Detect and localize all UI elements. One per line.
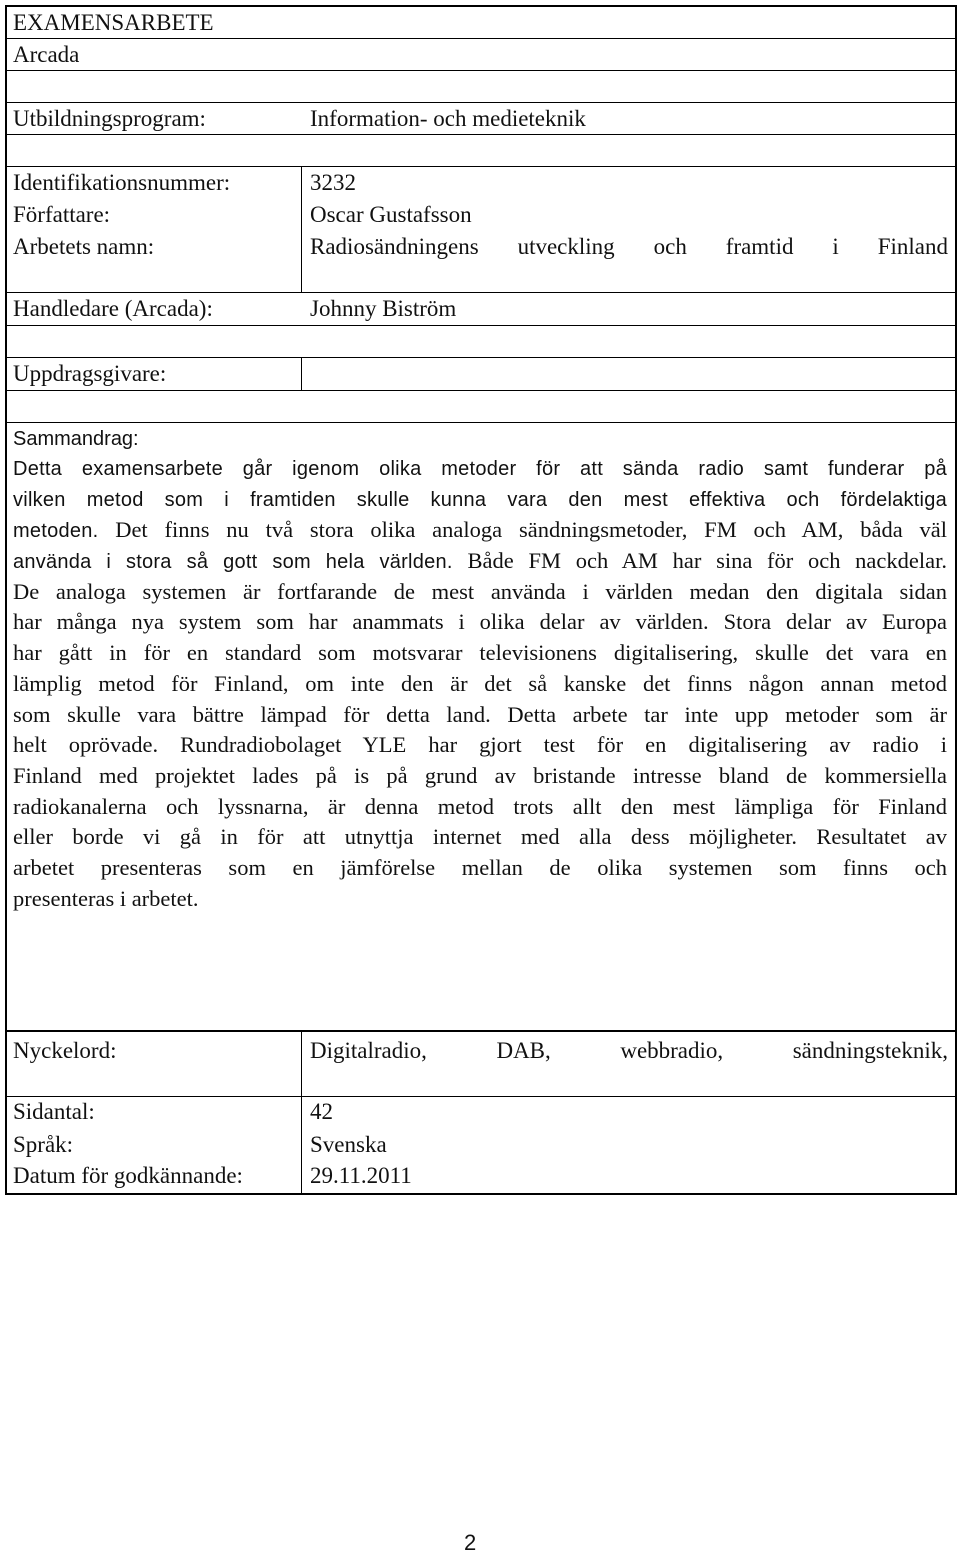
summary-line: eller borde vi gå in för att utnyttja internet med alla dess möjligheter. Resultatet av (13, 824, 947, 850)
summary-line-part: Det finns nu två stora olika analoga sändningsmetoder, FM och AM, båda väl (98, 517, 947, 543)
work-title-value: Radiosändningens utveckling och framtid i Finland (310, 234, 948, 259)
summary-line: presenteras i arbetet. (13, 885, 199, 911)
summary-line: Finland med projektet lades på is på grund av bristande intresse bland de kommersiella (13, 762, 947, 788)
column-divider (301, 357, 302, 390)
row-divider (5, 38, 957, 39)
commissioner-label: Uppdragsgivare: (13, 361, 167, 386)
summary-line (13, 607, 947, 638)
summary-line: arbetet presenteras som en jämförelse mellan de olika systemen som finns och (13, 854, 947, 880)
row-divider (5, 1030, 957, 1032)
summary-line (13, 546, 947, 577)
page-count-label: Sidantal: (13, 1099, 95, 1124)
column-divider (301, 166, 302, 292)
page-number: 2 (464, 1530, 477, 1555)
row-divider (5, 102, 957, 103)
keyword-item: webbradio, (620, 1038, 724, 1063)
row-divider (5, 134, 957, 135)
id-number-label: Identifikationsnummer: (13, 170, 231, 195)
keywords-list (310, 1036, 948, 1066)
summary-line: De analoga systemen är fortfarande de mest använda i världen medan den digitala sidan (13, 578, 947, 604)
summary-line-part: Både FM och AM har sina för och nackdelar. (467, 548, 947, 574)
document-title: EXAMENSARBETE (13, 10, 214, 35)
language-label: Språk: (13, 1132, 74, 1157)
summary-line: helt oprövade. Rundradiobolaget YLE har gjort test för en digitalisering av radio i (13, 732, 947, 758)
author-label: Författare: (13, 202, 111, 227)
row-divider (5, 292, 957, 293)
summary-line-part: metoden. (13, 520, 99, 543)
keywords-label: Nyckelord: (13, 1038, 117, 1063)
column-divider (301, 1030, 302, 1096)
approval-date-value: 29.11.2011 (310, 1163, 412, 1188)
summary-line-part: använda i stora så gott som hela världen. (13, 551, 468, 574)
column-divider (301, 1096, 302, 1195)
row-divider (5, 166, 957, 167)
language-value: Svenska (310, 1132, 387, 1157)
summary-line: Detta examensarbete går igenom olika metoder för att sända radio samt funderar på (13, 458, 947, 480)
page-count-value: 42 (310, 1099, 333, 1124)
summary-line: radiokanalerna och lyssnarna, är denna metod trots allt den mest lämpliga för Finland (13, 793, 947, 819)
approval-date-label: Datum för godkännande: (13, 1163, 243, 1188)
summary-line (13, 515, 947, 546)
program-value: Information- och medieteknik (310, 106, 586, 131)
author-value: Oscar Gustafsson (310, 202, 472, 227)
keyword-item: DAB, (496, 1038, 551, 1063)
row-divider (5, 1096, 957, 1097)
supervisor-value: Johnny Biström (310, 296, 457, 321)
row-divider (5, 70, 957, 71)
summary-line: lämplig metod för Finland, om inte den är det så kanske det finns någon annan metod (13, 670, 947, 696)
summary-line: vilken metod som i framtiden skulle kunna vara den mest effektiva och fördelaktiga (13, 488, 947, 511)
supervisor-label: Handledare (Arcada): (13, 296, 213, 321)
row-divider (5, 357, 957, 358)
summary-line: som skulle vara bättre lämpad för detta land. Detta arbete tar inte upp metoder som är (13, 701, 947, 727)
keyword-item: Digitalradio, (310, 1038, 427, 1063)
summary-label: Sammandrag: (13, 428, 139, 450)
row-divider (5, 422, 957, 423)
summary-line-part: har många nya system som har anammats i olika delar av världen. Stora (13, 609, 786, 635)
summary-text (13, 454, 947, 914)
work-title-label: Arbetets namn: (13, 234, 155, 259)
keyword-item: sändningsteknik, (792, 1038, 948, 1063)
summary-line-part: delar av Europa (786, 609, 947, 635)
institution-name: Arcada (13, 42, 80, 67)
row-divider (5, 390, 957, 391)
summary-line: har gått in för en standard som motsvarar televisionens digitalisering, skulle det vara en (13, 640, 947, 666)
row-divider (5, 325, 957, 326)
program-label: Utbildningsprogram: (13, 106, 206, 131)
id-number-value: 3232 (310, 170, 356, 195)
